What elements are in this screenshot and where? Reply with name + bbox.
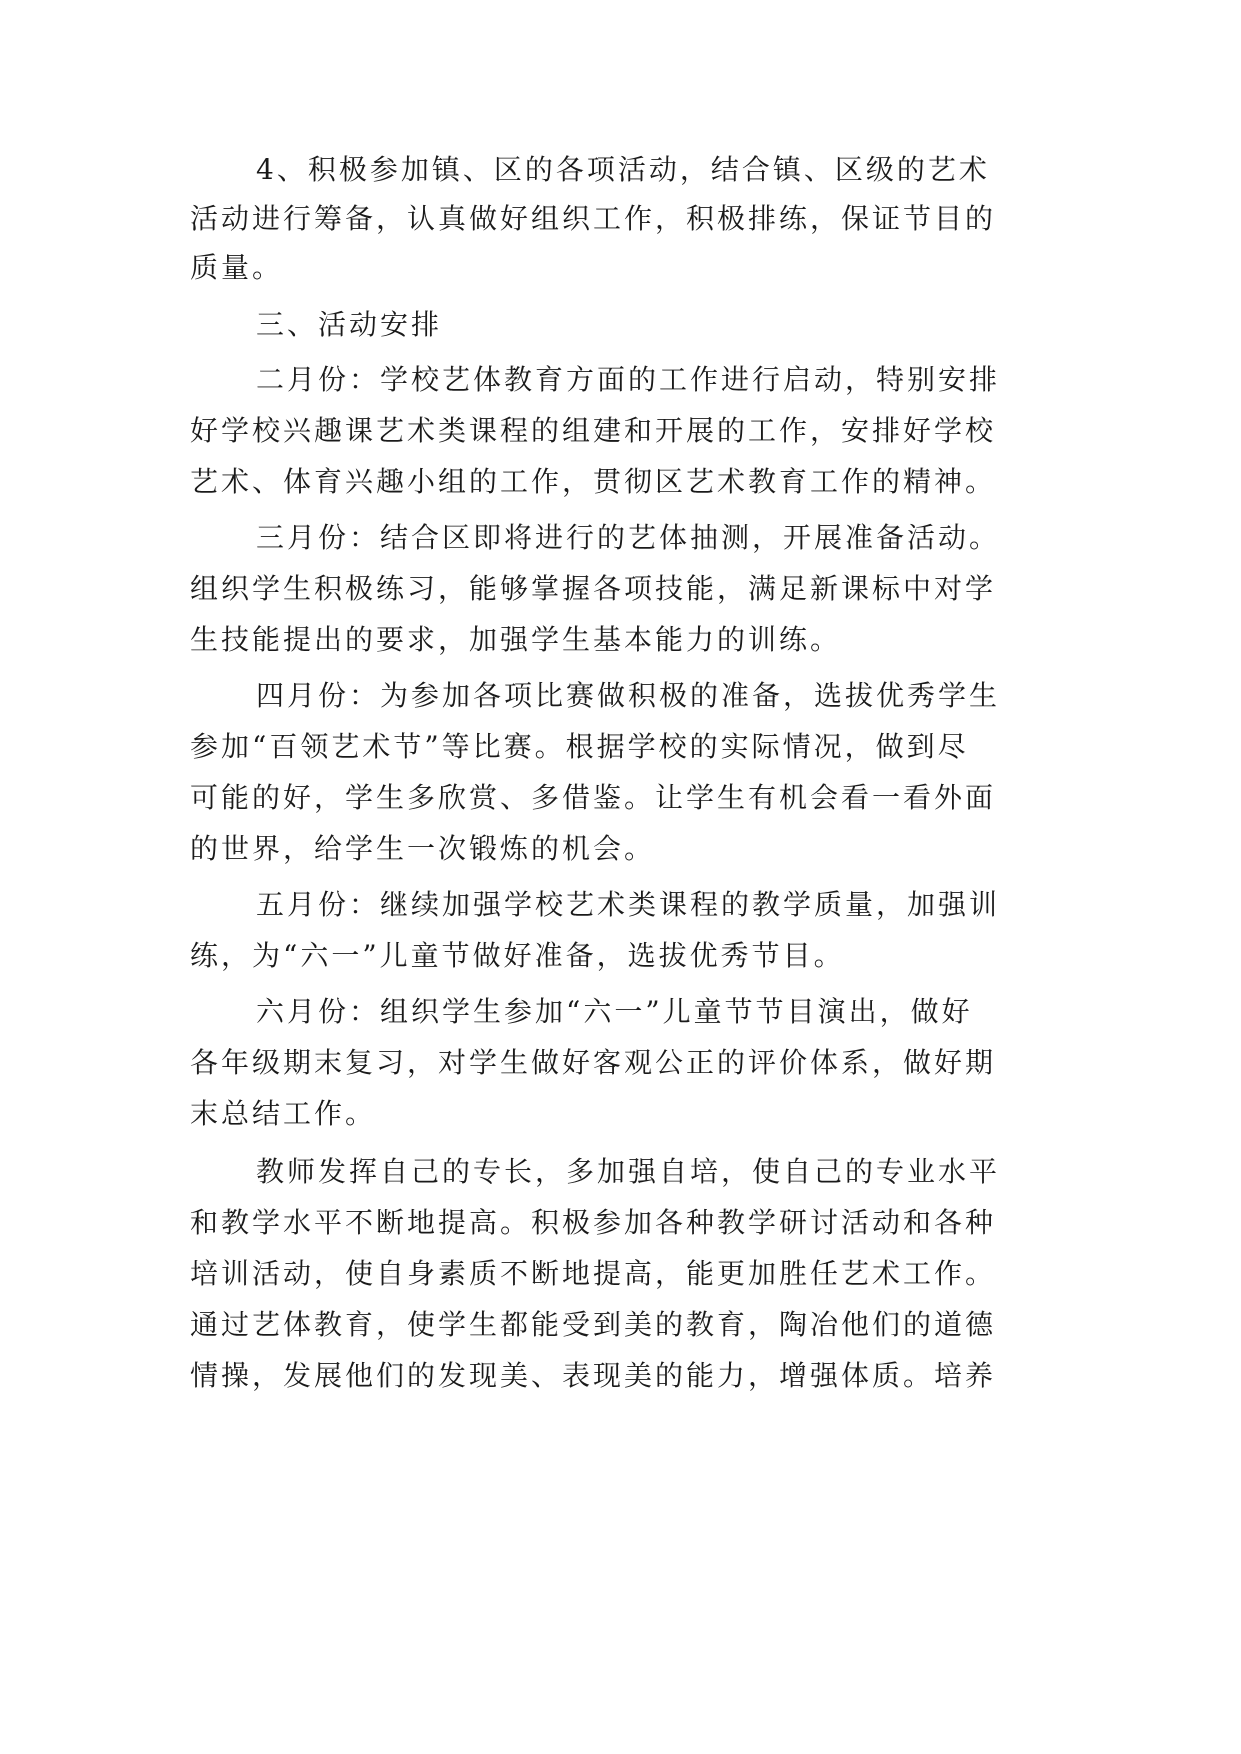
text-line: 教师发挥自己的专长，多加强自培，使自己的专业水平 [256,1155,1001,1188]
text-line: 好学校兴趣课艺术类课程的组建和开展的工作，安排好学校 [190,414,997,447]
text-line: 六月份：组织学生参加“六一”儿童节节目演出，做好 [256,995,973,1028]
text-line: 活动进行筹备，认真做好组织工作，积极排练，保证节目的 [190,202,997,235]
text-line: 培训活动，使自身素质不断地提高，能更加胜任艺术工作。 [190,1257,997,1290]
text-line: 情操，发展他们的发现美、表现美的能力，增强体质。培养 [190,1359,997,1392]
text-line: 末总结工作。 [190,1097,377,1130]
text-line: 组织学生积极练习，能够掌握各项技能，满足新课标中对学 [190,572,997,605]
text-line: 4、积极参加镇、区的各项活动，结合镇、区级的艺术 [256,153,990,186]
text-line: 二月份：学校艺体教育方面的工作进行启动，特别安排 [256,363,1001,396]
text-line: 和教学水平不断地提高。积极参加各种教学研讨活动和各种 [190,1206,997,1239]
text-line: 的世界，给学生一次锻炼的机会。 [190,832,656,865]
section-heading: 三、活动安排 [256,308,443,341]
text-line: 可能的好，学生多欣赏、多借鉴。让学生有机会看一看外面 [190,781,997,814]
text-line: 生技能提出的要求，加强学生基本能力的训练。 [190,623,842,656]
text-line: 五月份：继续加强学校艺术类课程的教学质量，加强训 [256,888,1001,921]
text-line: 通过艺体教育，使学生都能受到美的教育，陶冶他们的道德 [190,1308,997,1341]
text-line: 四月份：为参加各项比赛做积极的准备，选拔优秀学生 [256,679,1001,712]
text-line: 三月份：结合区即将进行的艺体抽测，开展准备活动。 [256,521,1001,554]
text-line: 艺术、体育兴趣小组的工作，贯彻区艺术教育工作的精神。 [190,465,997,498]
text-line: 质量。 [190,251,284,284]
text-line: 参加“百领艺术节”等比赛。根据学校的实际情况，做到尽 [190,730,969,763]
text-line: 练，为“六一”儿童节做好准备，选拔优秀节目。 [190,939,845,972]
text-line: 各年级期末复习，对学生做好客观公正的评价体系，做好期 [190,1046,997,1079]
